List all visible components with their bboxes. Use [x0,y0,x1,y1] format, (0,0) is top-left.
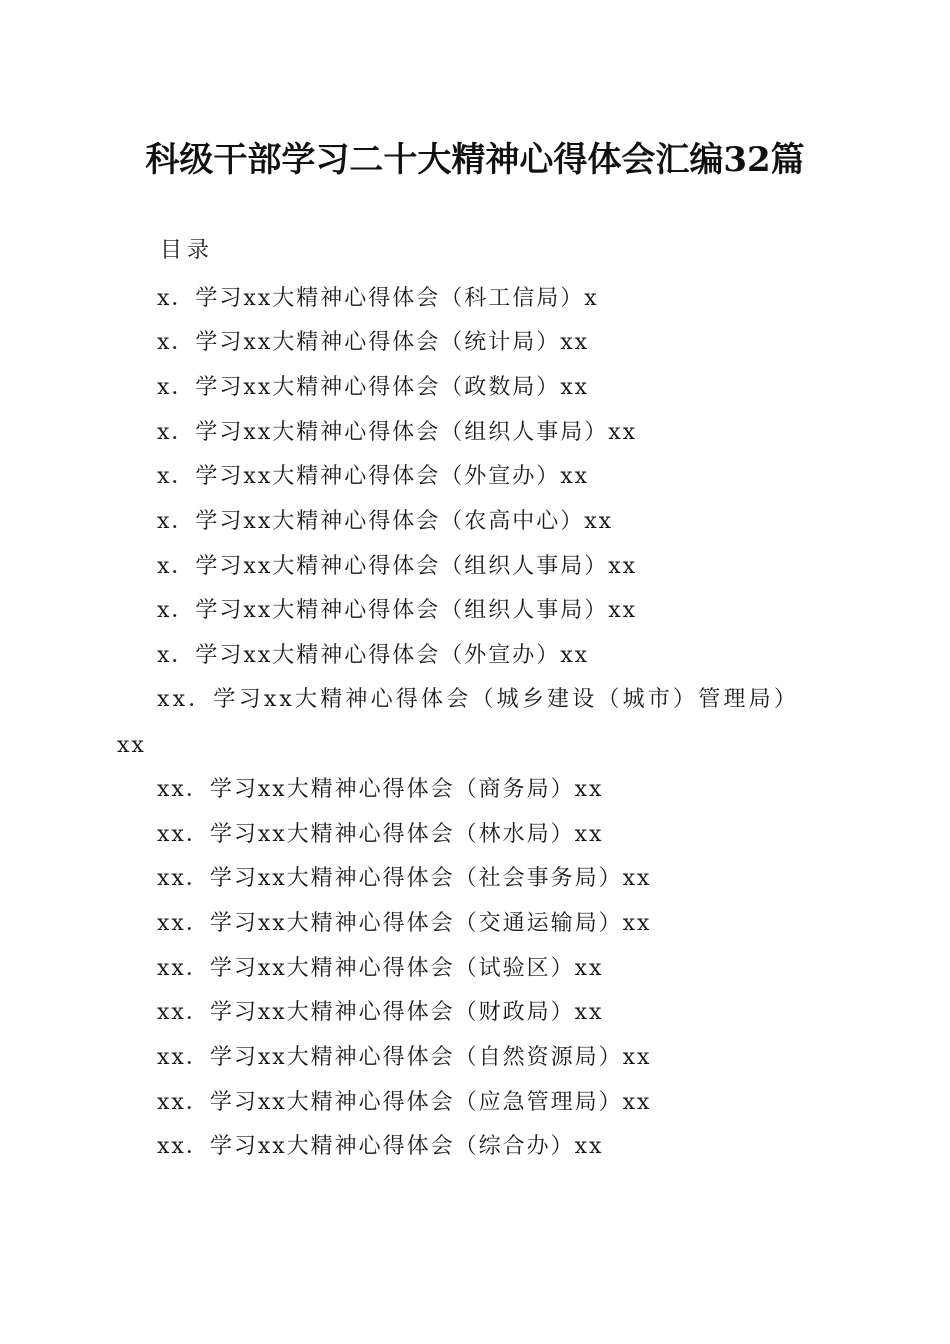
toc-entry[interactable]: x．学习xx大精神心得体会（科工信局）x [157,286,599,311]
toc-entry-continuation[interactable]: xx [117,733,146,758]
toc-entry[interactable]: xx．学习xx大精神心得体会（试验区）xx [157,956,604,981]
toc-entry[interactable]: x．学习xx大精神心得体会（组织人事局）xx [157,598,638,623]
toc-entry[interactable]: x．学习xx大精神心得体会（组织人事局）xx [157,420,638,445]
toc-entry[interactable]: x．学习xx大精神心得体会（政数局）xx [157,375,590,400]
document-title: 科级干部学习二十大精神心得体会汇编32篇 [145,140,805,180]
toc-entry[interactable]: x．学习xx大精神心得体会（组织人事局）xx [157,554,638,579]
toc-entry[interactable]: x．学习xx大精神心得体会（外宣办）xx [157,643,590,668]
toc-entry[interactable]: xx．学习xx大精神心得体会（应急管理局）xx [157,1090,652,1115]
toc-entry[interactable]: xx．学习xx大精神心得体会（林水局）xx [157,822,604,847]
toc-entry[interactable]: xx．学习xx大精神心得体会（综合办）xx [157,1134,604,1159]
toc-entry[interactable]: xx．学习xx大精神心得体会（交通运输局）xx [157,911,652,936]
toc-entry[interactable]: x．学习xx大精神心得体会（外宣办）xx [157,464,590,489]
toc-entry[interactable]: xx．学习xx大精神心得体会（自然资源局）xx [157,1045,652,1070]
toc-entry[interactable]: xx．学习xx大精神心得体会（社会事务局）xx [157,866,652,891]
toc-heading: 目录 [160,238,215,263]
toc-entry[interactable]: xx．学习xx大精神心得体会（财政局）xx [157,1000,604,1025]
toc-entry[interactable]: x．学习xx大精神心得体会（农高中心）xx [157,509,614,534]
toc-entry[interactable]: x．学习xx大精神心得体会（统计局）xx [157,330,590,355]
toc-entry[interactable]: xx．学习xx大精神心得体会（商务局）xx [157,777,604,802]
toc-entry[interactable]: xx．学习xx大精神心得体会（城乡建设（城市）管理局） [157,687,800,712]
